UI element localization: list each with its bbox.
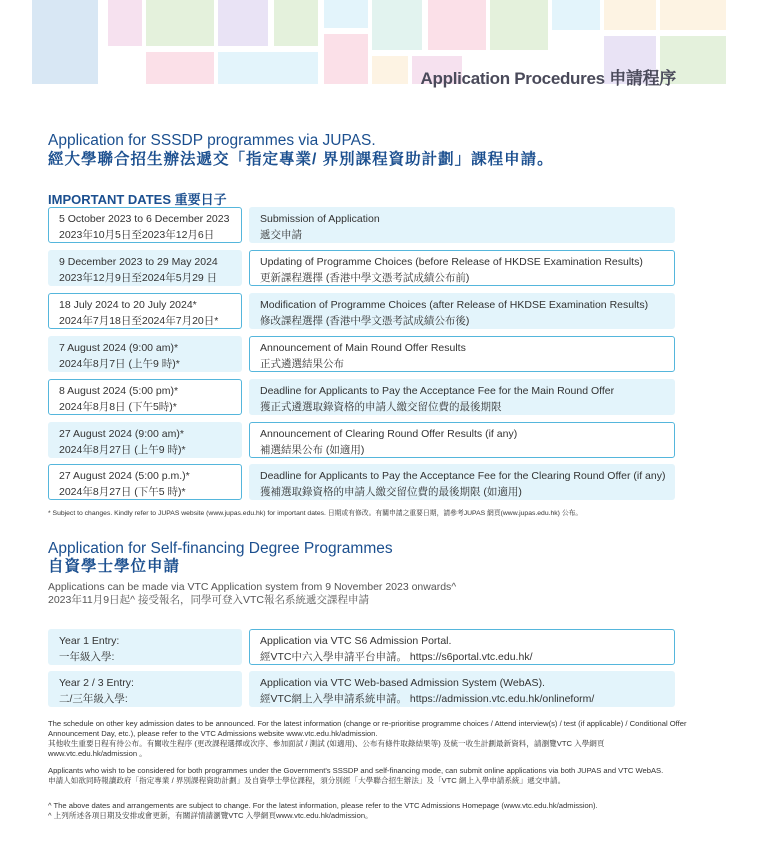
entry-row xyxy=(48,671,675,707)
date-cell: 27 August 2024 (9:00 am)* 2024年8月27日 (上午9 時)* xyxy=(48,422,242,458)
banner-tile xyxy=(218,52,318,84)
event-cell: Announcement of Clearing Round Offer Results (if any) 補選結果公布 (如適用) xyxy=(249,422,675,458)
event-cell: Updating of Programme Choices (before Release of HKDSE Examination Results) 更新課程選擇 (香港中學文憑考試成績公布前) xyxy=(249,250,675,286)
self-financing-title-zh: 自資學士學位申請 xyxy=(48,558,181,575)
schedule-note: The schedule on other key admission dates to be announced. For the latest information (change or re-prioritise programme choices / Attend interview(s) / test (if applicable) / Conditional Offer Announcement Day, etc.), please refer to the VTC Admissions website www.vtc.edu.hk/admission. 其他收生重要日程有待公布。有關收生程序 (更改課程選擇或次序、參加面試 / 測試 (如適用)、公布有條件取錄結果等) 及統一收生計劃最新資料，請瀏覽VTC 入學網頁 www.vtc.edu.hk/admission 。 xyxy=(48,719,687,758)
date-cell: 7 August 2024 (9:00 am)* 2024年8月7日 (上午9 時)* xyxy=(48,336,242,372)
banner-tile xyxy=(274,0,318,46)
important-dates-heading: IMPORTANT DATES 重要日子 xyxy=(48,192,227,207)
banner-tile xyxy=(552,0,600,30)
banner-tile xyxy=(32,0,98,84)
date-row xyxy=(48,336,675,372)
method-cell: Application via VTC S6 Admission Portal. 經VTC中六入學申請平台申請。 https://s6portal.vtc.edu.hk/ xyxy=(249,629,675,665)
banner-tile xyxy=(218,0,268,46)
date-cell: 27 August 2024 (5:00 p.m.)* 2024年8月27日 (下午5 時)* xyxy=(48,464,242,500)
banner-tile xyxy=(108,0,142,46)
both-programmes-note: Applicants who wish to be considered for both programmes under the Government's SSSDP and self-financing mode, can submit online applications via both JUPAS and VTC WebAS. 申請人如欲同時報讀政府「指定專業 / 界別課程資助計劃」及自資學士學位課程，須分別經「大學聯合招生辦法」及「VTC 網上入學申請系統」遞交申請。 xyxy=(48,766,664,785)
date-cell: 8 August 2024 (5:00 pm)* 2024年8月8日 (下午5時)* xyxy=(48,379,242,415)
method-cell: Application via VTC Web-based Admission System (WebAS). 經VTC網上入學申請系統申請。 https://admission.vtc.edu.hk/onlineform/ xyxy=(249,671,675,707)
self-financing-intro-zh: 2023年11月9日起^ 接受報名，同學可登入VTC報名系統遞交課程申請 xyxy=(48,594,369,606)
jupas-title-zh: 經大學聯合招生辦法遞交「指定專業/ 界別課程資助計劃」課程申請。 xyxy=(48,151,554,168)
banner-tile xyxy=(660,0,726,30)
self-financing-intro-en: Applications can be made via VTC Application system from 9 November 2023 onwards^ xyxy=(48,581,457,593)
self-financing-title-en: Application for Self-financing Degree Programmes xyxy=(48,540,393,557)
date-cell: 18 July 2024 to 20 July 2024* 2024年7月18日至2024年7月20日* xyxy=(48,293,242,329)
banner-tile xyxy=(604,0,656,30)
event-cell: Deadline for Applicants to Pay the Acceptance Fee for the Main Round Offer 獲正式遴選取錄資格的申請人繳交留位費的最後期限 xyxy=(249,379,675,415)
date-row xyxy=(48,464,675,500)
date-row xyxy=(48,250,675,286)
date-row xyxy=(48,379,675,415)
banner-tile xyxy=(324,34,368,84)
event-cell: Deadline for Applicants to Pay the Acceptance Fee for the Clearing Round Offer (if any) 獲補選取錄資格的申請人繳交留位費的最後期限 (如適用) xyxy=(249,464,675,500)
change-note: ^ The above dates and arrangements are subject to change. For the latest information, please refer to the VTC Admissions Homepage (www.vtc.edu.hk/admission). ^ 上列所述各項日期及安排或會更新，有關詳情請瀏覽VTC 入學網頁www.vtc.edu.hk/admission。 xyxy=(48,801,598,820)
banner-tile xyxy=(324,0,368,28)
banner-tile xyxy=(372,0,422,50)
date-cell: 5 October 2023 to 6 December 2023 2023年10月5日至2023年12月6日 xyxy=(48,207,242,243)
banner-tile xyxy=(146,52,214,84)
entry-row xyxy=(48,629,675,665)
banner-tile xyxy=(146,0,214,46)
event-cell: Modification of Programme Choices (after Release of HKDSE Examination Results) 修改課程選擇 (香港中學文憑考試成績公布後) xyxy=(249,293,675,329)
event-cell: Announcement of Main Round Offer Results 正式遴選結果公布 xyxy=(249,336,675,372)
entry-cell: Year 1 Entry: 一年級入學: xyxy=(48,629,242,665)
header-banner xyxy=(0,0,758,88)
event-cell: Submission of Application 遞交申請 xyxy=(249,207,675,243)
dates-footnote: * Subject to changes. Kindly refer to JUPAS website (www.jupas.edu.hk) for important dates. 日期或有修改。有關申請之重要日期，請參考JUPAS 網頁(www.jupas.edu.hk) 公布。 xyxy=(48,510,583,517)
date-row xyxy=(48,207,675,243)
banner-tile xyxy=(428,0,486,50)
date-cell: 9 December 2023 to 29 May 2024 2023年12月9日至2024年5月29 日 xyxy=(48,250,242,286)
date-row xyxy=(48,422,675,458)
date-row xyxy=(48,293,675,329)
banner-tile xyxy=(490,0,548,50)
jupas-title-en: Application for SSSDP programmes via JUPAS. xyxy=(48,132,376,149)
banner-tile xyxy=(372,56,408,84)
entry-cell: Year 2 / 3 Entry: 二/三年級入學: xyxy=(48,671,242,707)
page-title: Application Procedures 申請程序 xyxy=(420,69,676,88)
